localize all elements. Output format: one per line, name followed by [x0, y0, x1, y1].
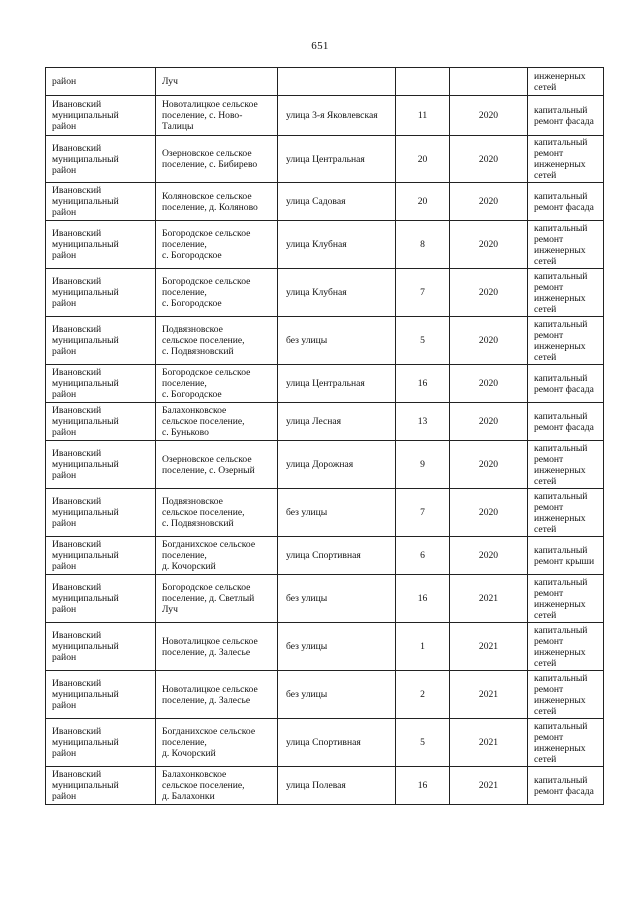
table-row	[46, 719, 604, 767]
work-type-cell: капитальный ремонт инженерных сетей	[528, 136, 604, 183]
street-cell: без улицы	[278, 489, 396, 537]
district-cell: Ивановский муниципальный район	[46, 183, 156, 221]
street-cell: улица Садовая	[278, 183, 396, 221]
settlement-cell: Подвязновское сельское поселение, с. Подвязновский	[156, 317, 278, 365]
street-cell	[278, 68, 396, 96]
housing-repair-table	[45, 67, 604, 805]
year-cell: 2021	[450, 623, 528, 671]
district-cell: Ивановский муниципальный район	[46, 623, 156, 671]
year-cell: 2020	[450, 96, 528, 136]
street-cell: улица Центральная	[278, 365, 396, 403]
table-row	[46, 136, 604, 183]
table-row	[46, 623, 604, 671]
house-number-cell: 7	[396, 269, 450, 317]
table-row	[46, 671, 604, 719]
settlement-cell: Озерновское сельское поселение, с. Бибирево	[156, 136, 278, 183]
work-type-cell: капитальный ремонт инженерных сетей	[528, 623, 604, 671]
settlement-cell: Богородское сельское поселение, с. Богородское	[156, 365, 278, 403]
street-cell: улица 3-я Яковлевская	[278, 96, 396, 136]
table-row	[46, 767, 604, 805]
year-cell: 2020	[450, 269, 528, 317]
year-cell: 2020	[450, 183, 528, 221]
settlement-cell: Богородское сельское поселение, с. Богородское	[156, 221, 278, 269]
house-number-cell: 16	[396, 365, 450, 403]
house-number-cell: 2	[396, 671, 450, 719]
work-type-cell: инженерных сетей	[528, 68, 604, 96]
house-number-cell: 9	[396, 441, 450, 489]
house-number-cell: 1	[396, 623, 450, 671]
district-cell: Ивановский муниципальный район	[46, 441, 156, 489]
street-cell: улица Спортивная	[278, 719, 396, 767]
table-row	[46, 441, 604, 489]
street-cell: улица Полевая	[278, 767, 396, 805]
house-number-cell: 6	[396, 537, 450, 575]
table-row	[46, 96, 604, 136]
year-cell: 2020	[450, 136, 528, 183]
district-cell: Ивановский муниципальный район	[46, 767, 156, 805]
street-cell: улица Клубная	[278, 221, 396, 269]
settlement-cell: Коляновское сельское поселение, д. Коляново	[156, 183, 278, 221]
district-cell: Ивановский муниципальный район	[46, 96, 156, 136]
house-number-cell: 20	[396, 183, 450, 221]
year-cell: 2021	[450, 767, 528, 805]
year-cell: 2021	[450, 575, 528, 623]
district-cell: Ивановский муниципальный район	[46, 365, 156, 403]
table-body	[46, 68, 604, 805]
year-cell: 2020	[450, 441, 528, 489]
district-cell: Ивановский муниципальный район	[46, 671, 156, 719]
work-type-cell: капитальный ремонт инженерных сетей	[528, 575, 604, 623]
house-number-cell: 11	[396, 96, 450, 136]
district-cell: Ивановский муниципальный район	[46, 489, 156, 537]
settlement-cell: Богородское сельское поселение, д. Светлый Луч	[156, 575, 278, 623]
settlement-cell: Богородское сельское поселение, с. Богородское	[156, 269, 278, 317]
settlement-cell: Подвязновское сельское поселение, с. Подвязновский	[156, 489, 278, 537]
year-cell: 2021	[450, 719, 528, 767]
work-type-cell: капитальный ремонт инженерных сетей	[528, 317, 604, 365]
work-type-cell: капитальный ремонт инженерных сетей	[528, 489, 604, 537]
street-cell: без улицы	[278, 671, 396, 719]
district-cell: Ивановский муниципальный район	[46, 575, 156, 623]
work-type-cell: капитальный ремонт фасада	[528, 183, 604, 221]
street-cell: улица Дорожная	[278, 441, 396, 489]
year-cell: 2020	[450, 365, 528, 403]
work-type-cell: капитальный ремонт инженерных сетей	[528, 719, 604, 767]
work-type-cell: капитальный ремонт крыши	[528, 537, 604, 575]
work-type-cell: капитальный ремонт инженерных сетей	[528, 221, 604, 269]
work-type-cell: капитальный ремонт фасада	[528, 767, 604, 805]
settlement-cell: Балахонковское сельское поселение, с. Буньково	[156, 403, 278, 441]
district-cell: Ивановский муниципальный район	[46, 403, 156, 441]
table-row	[46, 489, 604, 537]
street-cell: улица Центральная	[278, 136, 396, 183]
settlement-cell: Новоталицкое сельское поселение, с. Ново- Талицы	[156, 96, 278, 136]
settlement-cell: Балахонковское сельское поселение, д. Балахонки	[156, 767, 278, 805]
house-number-cell: 7	[396, 489, 450, 537]
house-number-cell: 20	[396, 136, 450, 183]
table-row	[46, 537, 604, 575]
year-cell	[450, 68, 528, 96]
district-cell: Ивановский муниципальный район	[46, 221, 156, 269]
district-cell: Ивановский муниципальный район	[46, 719, 156, 767]
street-cell: без улицы	[278, 317, 396, 365]
year-cell: 2020	[450, 317, 528, 365]
settlement-cell: Богданихское сельское поселение, д. Кочорский	[156, 719, 278, 767]
house-number-cell: 8	[396, 221, 450, 269]
street-cell: улица Лесная	[278, 403, 396, 441]
street-cell: улица Спортивная	[278, 537, 396, 575]
street-cell: без улицы	[278, 623, 396, 671]
year-cell: 2021	[450, 671, 528, 719]
district-cell: Ивановский муниципальный район	[46, 317, 156, 365]
house-number-cell: 13	[396, 403, 450, 441]
house-number-cell: 5	[396, 317, 450, 365]
year-cell: 2020	[450, 489, 528, 537]
street-cell: без улицы	[278, 575, 396, 623]
work-type-cell: капитальный ремонт фасада	[528, 365, 604, 403]
work-type-cell: капитальный ремонт инженерных сетей	[528, 441, 604, 489]
table-row	[46, 68, 604, 96]
house-number-cell: 16	[396, 767, 450, 805]
settlement-cell: Новоталицкое сельское поселение, д. Залесье	[156, 671, 278, 719]
table-row	[46, 269, 604, 317]
settlement-cell: Богданихское сельское поселение, д. Кочорский	[156, 537, 278, 575]
table-row	[46, 403, 604, 441]
house-number-cell: 16	[396, 575, 450, 623]
page-number: 651	[311, 40, 329, 52]
district-cell: Ивановский муниципальный район	[46, 269, 156, 317]
year-cell: 2020	[450, 221, 528, 269]
work-type-cell: капитальный ремонт фасада	[528, 403, 604, 441]
year-cell: 2020	[450, 537, 528, 575]
year-cell: 2020	[450, 403, 528, 441]
table-row	[46, 183, 604, 221]
street-cell: улица Клубная	[278, 269, 396, 317]
work-type-cell: капитальный ремонт инженерных сетей	[528, 269, 604, 317]
settlement-cell: Озерновское сельское поселение, с. Озерный	[156, 441, 278, 489]
district-cell: Ивановский муниципальный район	[46, 537, 156, 575]
house-number-cell: 5	[396, 719, 450, 767]
district-cell: район	[46, 68, 156, 96]
work-type-cell: капитальный ремонт фасада	[528, 96, 604, 136]
work-type-cell: капитальный ремонт инженерных сетей	[528, 671, 604, 719]
district-cell: Ивановский муниципальный район	[46, 136, 156, 183]
table-row	[46, 221, 604, 269]
table-row	[46, 365, 604, 403]
table-row	[46, 317, 604, 365]
settlement-cell: Новоталицкое сельское поселение, д. Залесье	[156, 623, 278, 671]
settlement-cell: Луч	[156, 68, 278, 96]
table-row	[46, 575, 604, 623]
house-number-cell	[396, 68, 450, 96]
